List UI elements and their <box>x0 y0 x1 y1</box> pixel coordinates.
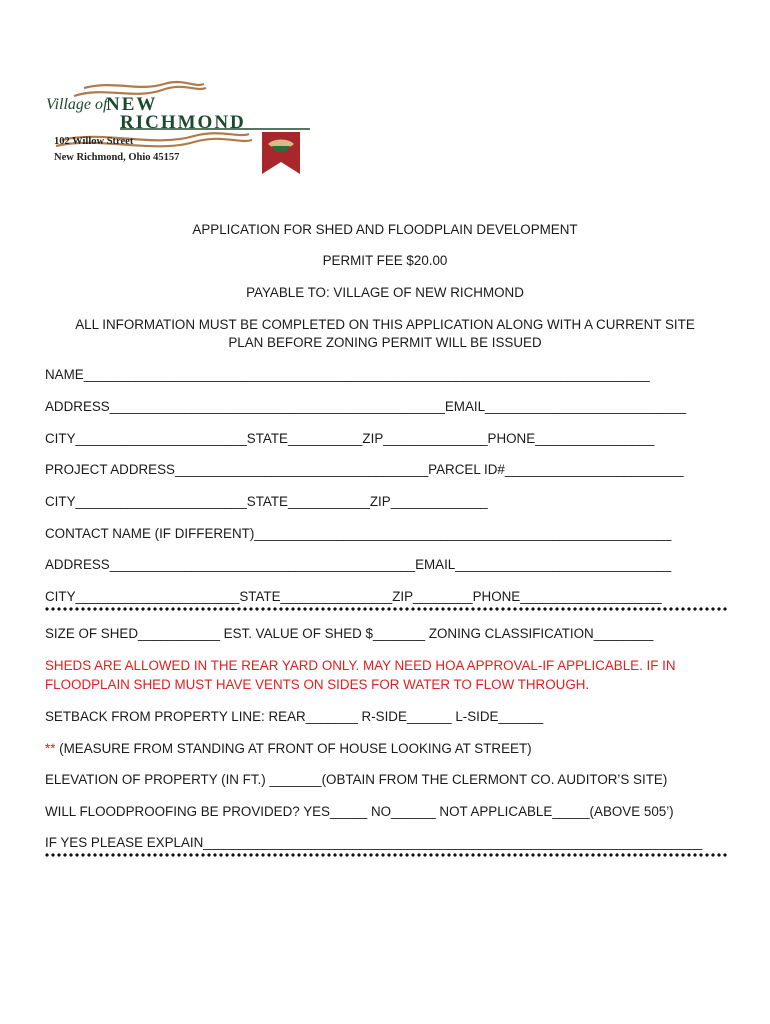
project-address-parcel-field[interactable]: PROJECT ADDRESS__________________________________PARCEL ID#________________________ <box>45 462 684 477</box>
banner-flag-icon <box>260 130 302 176</box>
shed-warning-line-2: FLOODPLAIN SHED MUST HAVE VENTS ON SIDES FOR WATER TO FLOW THROUGH. <box>45 677 590 692</box>
notice-line-1: ALL INFORMATION MUST BE COMPLETED ON THIS APPLICATION ALONG WITH A CURRENT SITE <box>75 317 695 332</box>
notice-line-2: PLAN BEFORE ZONING PERMIT WILL BE ISSUED <box>228 335 542 350</box>
form-title: APPLICATION FOR SHED AND FLOODPLAIN DEVELOPMENT <box>192 222 578 237</box>
shed-warning-line-1: SHEDS ARE ALLOWED IN THE REAR YARD ONLY. MAY NEED HOA APPROVAL-IF APPLICABLE. IF IN <box>45 658 676 673</box>
project-city-state-zip-field[interactable]: CITY_______________________STATE___________ZIP_____________ <box>45 494 488 509</box>
payable-to: PAYABLE TO: VILLAGE OF NEW RICHMOND <box>246 285 524 300</box>
dotted-separator <box>44 607 728 611</box>
logo-address-line1: 102 Willow Street <box>54 136 134 147</box>
measure-note <box>45 741 532 756</box>
floodproofing-field[interactable]: WILL FLOODPROOFING BE PROVIDED? YES_____ NO______ NOT APPLICABLE_____(ABOVE 505’) <box>45 804 674 819</box>
permit-fee: PERMIT FEE $20.00 <box>322 253 448 268</box>
elevation-field[interactable]: ELEVATION OF PROPERTY (IN FT.) _______(OBTAIN FROM THE CLERMONT CO. AUDITOR’S SITE) <box>45 772 668 787</box>
contact-name-field[interactable]: CONTACT NAME (IF DIFFERENT)________________________________________________________ <box>45 526 672 541</box>
logo-richmond: RICHMOND <box>120 112 246 133</box>
explain-field[interactable]: IF YES PLEASE EXPLAIN___________________________________________________________________ <box>45 835 703 850</box>
name-field[interactable]: NAME____________________________________________________________________________ <box>45 367 650 382</box>
village-logo <box>44 74 314 184</box>
measure-text: (MEASURE FROM STANDING AT FRONT OF HOUSE LOOKING AT STREET) <box>55 741 532 756</box>
logo-new: NEW <box>106 94 158 115</box>
shed-size-value-zoning-field[interactable]: SIZE OF SHED___________ EST. VALUE OF SHED $_______ ZONING CLASSIFICATION________ <box>45 626 654 641</box>
dotted-separator-bottom <box>44 853 728 857</box>
address-email-field[interactable]: ADDRESS_____________________________________________EMAIL___________________________ <box>45 399 687 414</box>
contact-city-state-zip-phone-field[interactable]: CITY______________________STATE_______________ZIP________PHONE___________________ <box>45 589 662 604</box>
setback-field[interactable]: SETBACK FROM PROPERTY LINE: REAR_______ R-SIDE______ L-SIDE______ <box>45 709 544 724</box>
city-state-zip-phone-field[interactable]: CITY_______________________STATE__________ZIP______________PHONE________________ <box>45 431 655 446</box>
contact-address-email-field[interactable]: ADDRESS_________________________________________EMAIL_____________________________ <box>45 557 672 572</box>
measure-stars: ** <box>45 741 56 756</box>
logo-address-line2: New Richmond, Ohio 45157 <box>54 152 180 163</box>
logo-village-of: Village of <box>46 96 108 113</box>
